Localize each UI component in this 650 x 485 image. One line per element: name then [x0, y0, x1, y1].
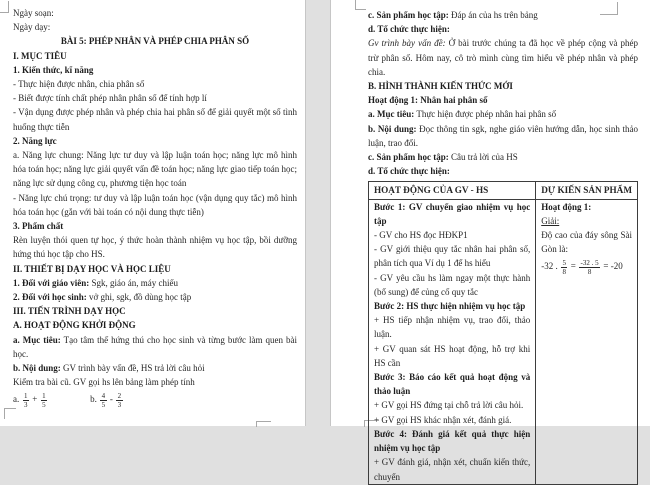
fraction: $\frac{4}{5}$: [101, 391, 106, 409]
text-line: Bước 3: Báo cáo kết quả hoạt động và thảo luận: [374, 372, 531, 397]
fraction: $\frac{5}{8}$: [562, 258, 566, 276]
page-corner-mark: [355, 0, 366, 10]
text-line: 1. Đối với giáo viên: Sgk, giáo án, máy chiếu: [13, 277, 178, 288]
text-line: Hoạt động 1:: [541, 201, 592, 212]
page-corner-mark: [256, 421, 271, 427]
text-line: + GV gọi HS khác nhận xét, đánh giá.: [374, 414, 512, 425]
text-line: Bước 2: HS thực hiện nhiệm vụ học tập: [374, 301, 526, 312]
text-line: - GV yêu cầu hs làm ngay một thực hành (bổ sung) để củng cố quy tắc: [374, 272, 531, 297]
text-line: - Biết được tính chất phép nhân phân số để tính hợp lí: [13, 93, 207, 104]
text-line: - Thực hiện được nhân, chia phân số: [13, 79, 145, 90]
fraction: $\frac{1}{3}$: [24, 391, 28, 409]
page1-content: [13, 6, 297, 409]
text-line: A. HOẠT ĐỘNG KHỞI ĐỘNG: [13, 320, 136, 331]
text-line: - Vận dụng được phép nhân và phép chia hai phân số để giải quyết một số tình huống thực tiễn: [13, 107, 297, 132]
text-line: Ngày soạn:: [13, 8, 54, 18]
text-line: Rèn luyện thói quen tự học, ý thức hoàn thành nhiệm vụ học tập, bồi dưỡng hứng thú học tập cho HS.: [13, 235, 297, 260]
text-line: Hoạt động 1: Nhân hai phân số: [368, 95, 488, 106]
page2-text: [368, 8, 638, 178]
text-line: + HS tiếp nhận nhiệm vụ, trao đổi, thảo luận.: [374, 315, 531, 340]
text-line: III. TIẾN TRÌNH DẠY HỌC: [13, 306, 126, 317]
text-line: - GV giới thiệu quy tắc nhân hai phân số, phân tích qua Ví dụ 1 để hs hiểu: [374, 244, 531, 269]
text-line: d. Tổ chức thực hiện:: [368, 24, 450, 35]
text-line: c. Sản phẩm học tập: Đáp án của hs trên bảng: [368, 10, 538, 20]
text-line: I. MỤC TIÊU: [13, 50, 67, 61]
text-line: 3. Phẩm chất: [13, 221, 64, 232]
text-line: - Năng lực chú trọng: tư duy và lập luận toán học (vận dụng quy tắc) mô hình hóa toán học (gắn với bài toán có nội dung thực tiễn): [13, 192, 297, 217]
text-line: 2. Đối với học sinh: vở ghi, sgk, đồ dùng học tập: [13, 292, 192, 303]
activity-table: [368, 181, 638, 484]
page2-content: [368, 8, 638, 485]
text-line: Kiểm tra bài cũ. GV gọi hs lên bảng làm phép tính: [13, 377, 195, 388]
math-line: a. $\frac{1}{3}$ + $\frac{1}{5}$ b. $\frac{4}{5}$ - $\frac{2}{3}$: [13, 391, 122, 409]
math-line: -32 . $\frac{5}{8}$ = $\frac{-32 . 5}{8}$ = -20: [541, 258, 623, 276]
page-corner-mark: [4, 408, 16, 419]
fraction: $\frac{2}{3}$: [117, 391, 122, 409]
du-kien-cell-text: [541, 200, 632, 277]
text-line: Bước 4: Đánh giá kết quả thực hiện nhiệm vụ học tập: [374, 428, 531, 454]
text-line: Độ cao của đáy sông Sài Gòn là:: [541, 230, 632, 255]
table-header-gv-hs: HOẠT ĐỘNG CỦA GV - HS: [369, 182, 536, 199]
text-line: B. HÌNH THÀNH KIẾN THỨC MỚI: [368, 81, 513, 92]
text-line: 1. Kiến thức, kĩ năng: [13, 64, 94, 75]
table-body-row: [369, 199, 638, 484]
text-line: 2. Năng lực: [13, 135, 57, 146]
fraction: $\frac{1}{5}$: [42, 391, 46, 409]
text-line: a. Mục tiêu: Tạo tâm thế hứng thú cho học sinh và từng bước làm quen bài học.: [13, 334, 297, 359]
table-header-row: [369, 182, 638, 199]
text-line: d. Tổ chức thực hiện:: [368, 166, 450, 177]
text-line: - GV cho HS đọc HĐKP1: [374, 230, 468, 241]
text-line: + GV gọi HS đứng tại chỗ trả lời câu hỏi.: [374, 400, 524, 411]
text-line: c. Sản phẩm học tập: Câu trả lời của HS: [368, 152, 518, 163]
gv-hs-cell-text: [374, 200, 530, 484]
text-line: a. Năng lực chung: Năng lực tư duy và lập luận toán học; năng lực mô hình hóa toán học; năng lực giải quyết vấn đề toán học; năng lực giao tiếp toán học; năng lực sử dụng công cụ, phương tiện học toán: [13, 150, 297, 189]
page-2: [330, 0, 650, 482]
text-line: BÀI 5: PHÉP NHÂN VÀ PHÉP CHIA PHÂN SỐ: [60, 36, 250, 47]
text-line: Ngày dạy:: [13, 22, 51, 33]
page-corner-mark: [0, 1, 9, 13]
text-line: b. Nội dung: Đọc thông tin sgk, nghe giáo viên hướng dẫn, học sinh thảo luận, trao đổi.: [368, 123, 638, 148]
du-kien-cell: [536, 199, 638, 484]
text-line: + GV quan sát HS hoạt động, hỗ trợ khi HS cần: [374, 343, 531, 368]
page-1: [0, 0, 306, 426]
text-line: Gv trình bày vấn đề: Ở bài trước chúng ta đã học về phép cộng và phép trừ phân số. Hôm nay, cô trò mình cùng tìm hiểu về phép nhân và phép chia.: [368, 38, 638, 77]
gv-hs-cell: [369, 199, 536, 484]
table-header-du-kien: DỰ KIẾN SẢN PHẨM: [536, 182, 638, 199]
text-line: a. Mục tiêu: Thực hiện được phép nhân hai phân số: [368, 109, 557, 120]
text-line: II. THIẾT BỊ DẠY HỌC VÀ HỌC LIỆU: [13, 263, 171, 274]
fraction: $\frac{-32 . 5}{8}$: [580, 258, 599, 276]
text-line: + GV đánh giá, nhận xét, chuẩn kiến thức, chuyển: [374, 457, 531, 482]
text-line: b. Nội dung: GV trình bày vấn đề, HS trả lời câu hỏi: [13, 363, 205, 374]
text-line: Giải:: [541, 215, 560, 226]
text-line: Bước 1: GV chuyển giao nhiệm vụ học tập: [374, 201, 531, 226]
